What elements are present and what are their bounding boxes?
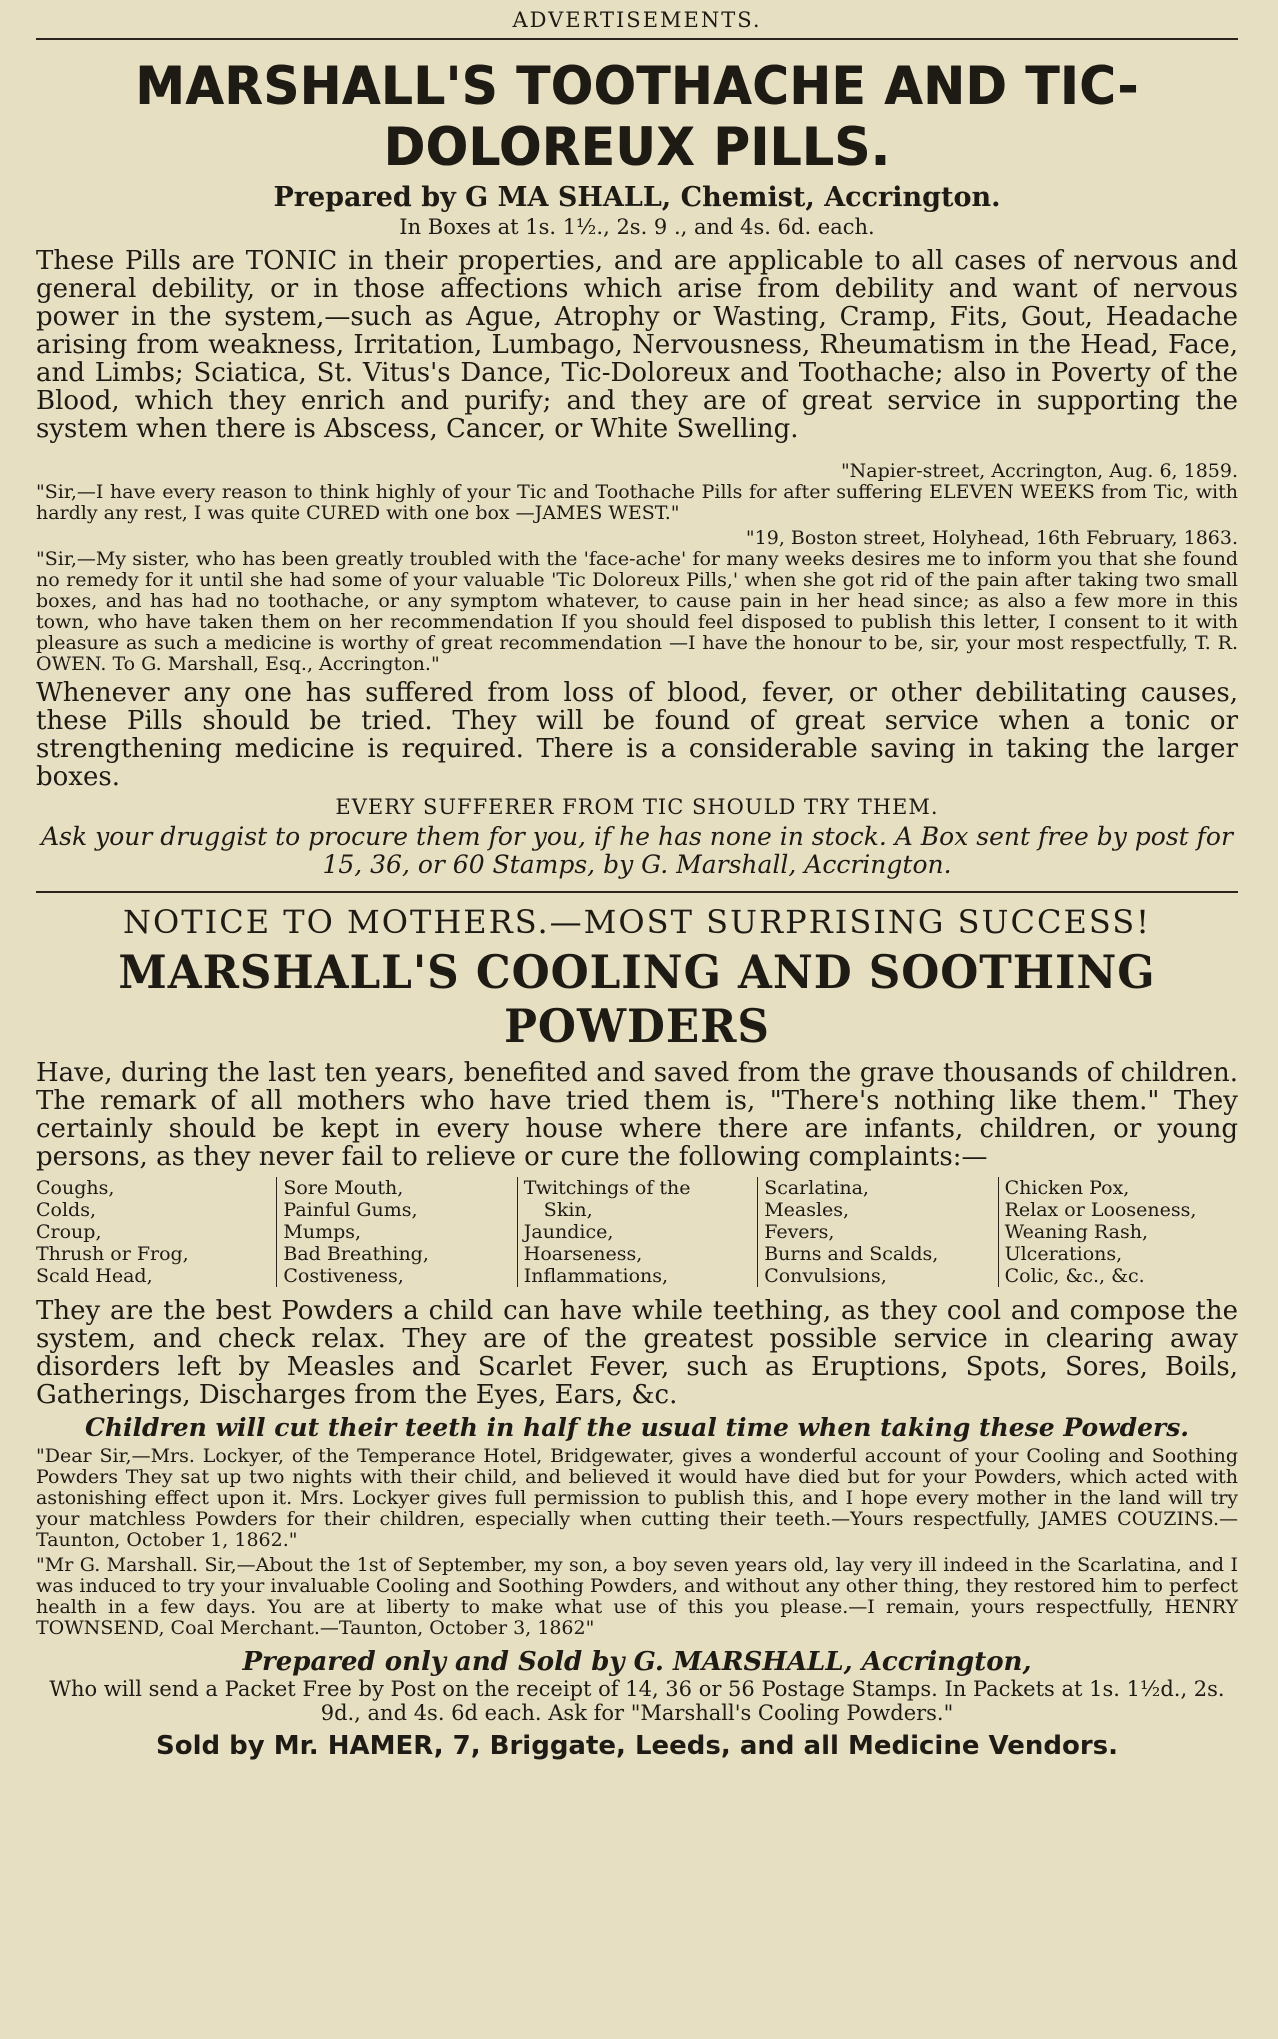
- ad2-prepared: Prepared only and Sold by G. MARSHALL, Accrington,: [242, 1647, 1032, 1677]
- ad1-testimonial1-dateline: "Napier-street, Accrington, Aug. 6, 1859.: [840, 460, 1238, 482]
- ad1-every-sufferer: EVERY SUFFERER FROM TIC SHOULD TRY THEM.: [335, 795, 939, 819]
- ad2-best-powders: They are the best Powders a child can have while teething, as they cool and compose the system, and check relax. They are of the greatest possible service in clearing away disorders left by Measles and Scarlet Fever, such as Eruptions, Spots, Sores, Boils, Gatherings, Discharges from the Eyes, Ears, &c.: [36, 1296, 1238, 1410]
- complaints-column: [757, 1177, 997, 1287]
- complaint-item: Mumps,: [283, 1221, 362, 1243]
- ad1-testimonial1: "Sir,—I have every reason to think highly of your Tic and Toothache Pills for after suffering ELEVEN WEEKS from Tic, with hardly any rest, I was quite CURED with one box —JAMES WEST.": [36, 481, 1238, 524]
- complaint-item: Coughs,: [36, 1177, 115, 1199]
- ad1-prepared-by: Prepared by G MA SHALL, Chemist, Accrington.: [273, 182, 1001, 213]
- complaint-item: Relax or Looseness,: [1004, 1199, 1197, 1221]
- complaints-column: [517, 1177, 757, 1287]
- complaint-item: Ulcerations,: [1004, 1243, 1123, 1265]
- ad2-body: Have, during the last ten years, benefited and saved from the grave thousands of children. The remark of all mothers who have tried them is, "There's nothing like them." They certainly should be kept in every house where there are infants, children, or young persons, as they never fail to relieve or cure the following complaints:—: [36, 1058, 1238, 1172]
- complaint-item: Convulsions,: [764, 1265, 887, 1287]
- complaint-item: Scarlatina,: [764, 1177, 869, 1199]
- complaint-item: Inflammations,: [523, 1265, 669, 1287]
- complaint-item: Twitchings of the: [523, 1177, 691, 1199]
- header-rule: [36, 38, 1238, 40]
- complaints-table: [36, 1177, 1238, 1287]
- complaint-item: Painful Gums,: [283, 1199, 418, 1221]
- ad2-packet: Who will send a Packet Free by Post on the receipt of 14, 36 or 56 Postage Stamps. In Packets at 1s. 1½d., 2s. 9d., and 4s. 6d each. Ask for "Marshall's Cooling Powders.": [49, 1677, 1225, 1725]
- complaint-item: Bad Breathing,: [283, 1243, 429, 1265]
- toothache-pills-ad: [36, 56, 1238, 879]
- complaint-item: Hoarseness,: [523, 1243, 643, 1265]
- complaint-item: Colic, &c., &c.: [1004, 1265, 1145, 1287]
- ad1-boxes: In Boxes at 1s. 1½., 2s. 9 ., and 4s. 6d. each.: [399, 215, 875, 239]
- complaint-item: Costiveness,: [283, 1265, 404, 1287]
- ad2-children-teeth: Children will cut their teeth in half the usual time when taking these Powders.: [84, 1413, 1190, 1442]
- complaint-item: Burns and Scalds,: [764, 1243, 939, 1265]
- complaints-column: [276, 1177, 516, 1287]
- ad1-title: MARSHALL'S TOOTHACHE AND TIC-DOLOREUX PILLS.: [135, 56, 1139, 178]
- section-divider: [36, 891, 1238, 893]
- ad2-testimonial1: "Dear Sir,—Mrs. Lockyer, of the Temperance Hotel, Bridgewater, gives a wonderful account of your Cooling and Soothing Powders They sat up two nights with their child, and believed it would have died but for your Powders, which acted with astonishing effect upon it. Mrs. Lockyer gives full permission to publish this, and I hope every mother in the land will try your matchless Powders for their children, especially when cutting their teeth.—Yours respectfully, JAMES COUZINS.—Taunton, October 1, 1862.": [36, 1445, 1238, 1551]
- complaint-item: Chicken Pox,: [1004, 1177, 1130, 1199]
- complaint-item: Colds,: [36, 1199, 97, 1221]
- ad1-whenever: Whenever any one has suffered from loss of blood, fever, or other debilitating causes, these Pills should be tried. They will be found of great service when a tonic or strengthening medicine is required. There is a considerable saving in taking the larger boxes.: [36, 678, 1238, 792]
- ad1-testimonial2: "Sir,—My sister, who has been greatly troubled with the 'face-ache' for many weeks desires me to inform you that she found no remedy for it until she had some of your valuable 'Tic Doloreux Pills,' when she got rid of the pain after taking two small boxes, and has had no toothache, or any symptom whatever, to cause pain in her head since; as also a few more in this town, who have taken them on her recommendation If you should feel disposed to publish this letter, I consent to it with pleasure as such a medicine is worthy of great recommendation —I have the honour to be, sir, your most respectfully, T. R. OWEN. To G. Marshall, Esq., Accrington.": [36, 548, 1238, 675]
- complaint-item: Measles,: [764, 1199, 850, 1221]
- ad1-ask: Ask your druggist to procure them for you, if he has none in stock. A Box sent free by post for 15, 36, or 60 Stamps, by G. Marshall, Accrington.: [41, 822, 1233, 879]
- ad2-testimonial2: "Mr G. Marshall. Sir,—About the 1st of September, my son, a boy seven years old, lay very ill indeed in the Scarlatina, and I was induced to try your invaluable Cooling and Soothing Powders, and without any other thing, they restored him to perfect health in a few days. You are at liberty to make what use of this you please.—I remain, yours respectfully, HENRY TOWNSEND, Coal Merchant.—Taunton, October 3, 1862": [36, 1554, 1238, 1639]
- running-head: ADVERTISEMENTS.: [512, 8, 762, 32]
- complaint-item: Thrush or Frog,: [36, 1243, 189, 1265]
- ad2-notice: NOTICE TO MOTHERS.—MOST SURPRISING SUCCESS!: [123, 903, 1151, 941]
- complaint-item: Scald Head,: [36, 1265, 153, 1287]
- complaint-item: Fevers,: [764, 1221, 835, 1243]
- complaints-column: [36, 1177, 276, 1287]
- ad1-body: These Pills are TONIC in their properties, and are applicable to all cases of nervous and general debility, or in those affections which arise from debility and want of nervous power in the system,—such as Ague, Atrophy or Wasting, Cramp, Fits, Gout, Headache arising from weakness, Irritation, Lumbago, Nervousness, Rheumatism in the Head, Face, and Limbs; Sciatica, St. Vitus's Dance, Tic-Doloreux and Toothache; also in Poverty of the Blood, which they enrich and purify; and they are of great service in supporting the system when there is Abscess, Cancer, or White Swelling.: [36, 246, 1238, 444]
- ad2-sold-by: Sold by Mr. HAMER, 7, Briggate, Leeds, and all Medicine Vendors.: [156, 1731, 1118, 1761]
- complaint-item: Skin,: [543, 1199, 593, 1221]
- complaint-item: Weaning Rash,: [1004, 1221, 1148, 1243]
- ad2-title: MARSHALL'S COOLING AND SOOTHING POWDERS: [118, 945, 1156, 1053]
- soothing-powders-ad: [36, 903, 1238, 1761]
- ad1-testimonial2-dateline: "19, Boston street, Holyhead, 16th February, 1863.: [745, 527, 1238, 549]
- complaint-item: Jaundice,: [523, 1221, 614, 1243]
- complaint-item: Croup,: [36, 1221, 102, 1243]
- complaint-item: Sore Mouth,: [283, 1177, 404, 1199]
- complaints-column: [998, 1177, 1238, 1287]
